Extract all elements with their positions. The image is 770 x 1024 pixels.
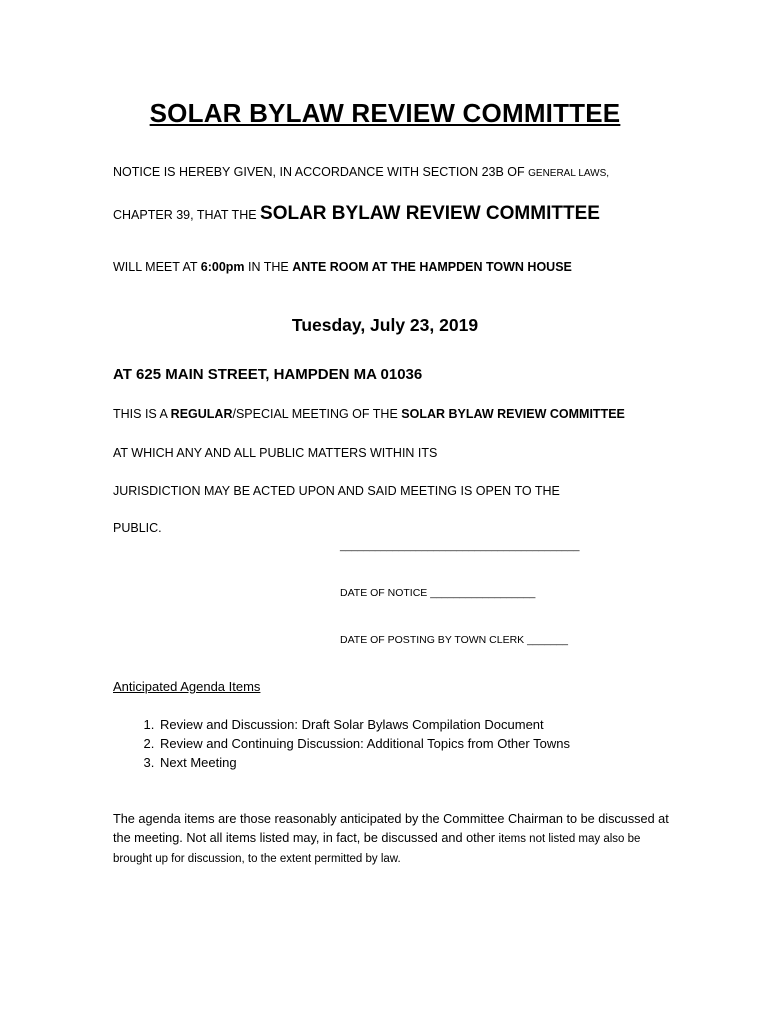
meeting-line-1-mid: /SPECIAL MEETING OF THE: [232, 407, 402, 421]
notice-line-3-mid: IN THE: [244, 260, 293, 274]
closing-main: The agenda items are those reasonably anticipated by the Committee Chairman to be discussed at the meeting. Not all items listed may, in fact, be discussed and other: [113, 812, 669, 845]
notice-line-3-pre: WILL MEET AT: [113, 260, 201, 274]
meeting-time: 6:00pm: [200, 260, 245, 274]
notice-line-3: [113, 260, 572, 274]
document-title: SOLAR BYLAW REVIEW COMMITTEE: [149, 98, 621, 128]
meeting-line-1-pre: THIS IS A: [113, 407, 171, 421]
meeting-committee-name: SOLAR BYLAW REVIEW COMMITTEE: [401, 407, 625, 421]
closing-tail: items not listed may also be brought up for discussion, to the extent permitted by law.: [113, 833, 641, 865]
agenda-item: 2. Review and Continuing Discussion: Additional Topics from Other Towns: [158, 734, 570, 753]
notice-line-2-pre: CHAPTER 39, THAT THE: [113, 208, 261, 222]
meeting-date: Tuesday, July 23, 2019: [291, 315, 479, 335]
notice-line-2: [113, 203, 600, 225]
meeting-address: AT 625 MAIN STREET, HAMPDEN MA 01036: [113, 366, 423, 383]
meeting-type-regular: REGULAR: [170, 407, 233, 421]
meeting-line-3: JURISDICTION MAY BE ACTED UPON AND SAID MEETING IS OPEN TO THE: [113, 484, 560, 498]
signature-line: _________________________________________: [340, 540, 580, 552]
meeting-line-1: [113, 407, 625, 421]
date-of-notice: DATE OF NOTICE __________________: [340, 587, 536, 599]
meeting-place: ANTE ROOM AT THE HAMPDEN TOWN HOUSE: [292, 260, 572, 274]
date-of-posting: DATE OF POSTING BY TOWN CLERK _______: [340, 634, 568, 646]
agenda-item: 3. Next Meeting: [158, 753, 570, 772]
notice-committee-name: SOLAR BYLAW REVIEW COMMITTEE: [260, 203, 600, 224]
notice-line-1-main: NOTICE IS HEREBY GIVEN, IN ACCORDANCE WITH SECTION 23B OF: [113, 165, 529, 179]
notice-line-1: [113, 165, 609, 179]
closing-paragraph: [113, 810, 673, 869]
meeting-line-2: AT WHICH ANY AND ALL PUBLIC MATTERS WITHIN ITS: [113, 446, 438, 460]
notice-line-1-general-laws: GENERAL LAWS,: [528, 168, 610, 179]
agenda-heading: Anticipated Agenda Items: [113, 679, 261, 694]
agenda-item: 1. Review and Discussion: Draft Solar Bylaws Compilation Document: [158, 715, 570, 734]
meeting-line-4: PUBLIC.: [113, 521, 162, 535]
agenda-list: [113, 715, 570, 772]
